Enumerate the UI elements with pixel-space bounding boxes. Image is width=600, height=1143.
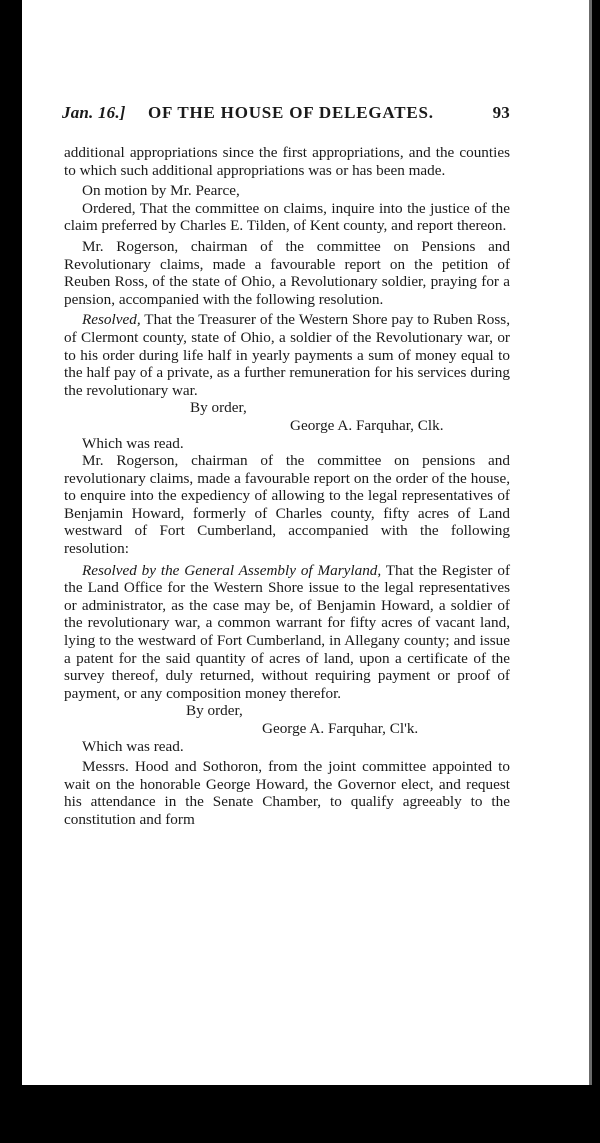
paragraph-motion: On motion by Mr. Pearce, <box>82 182 240 200</box>
signature-1: George A. Farquhar, Clk. <box>290 416 444 434</box>
paragraph-rogerson-report-1: Mr. Rogerson, chairman of the committee on Pensions and Revolutionary claims, made a favourable report on the petition of Reuben Ross, of the state of Ohio, a Revolutionary soldier, praying for a pension, accompanied with the following resolution. <box>64 237 510 308</box>
by-order-1: By order, <box>190 399 247 417</box>
signature-2: George A. Farquhar, Cl'k. <box>262 720 419 737</box>
running-header <box>62 103 510 129</box>
resolved-label: Resolved, <box>82 311 141 329</box>
scan-border-left <box>0 0 22 1143</box>
paragraph-appropriations: additional appropriations since the first appropriations, and the counties to which such additional appropriations was or has been made. <box>64 144 510 179</box>
paragraph-ordered: Ordered, That the committee on claims, inquire into the justice of the claim preferred by Charles E. Tilden, of Kent county, and report thereon. <box>64 199 510 235</box>
paragraph-resolution-2 <box>64 562 510 703</box>
by-order-2: By order, <box>186 702 243 720</box>
scan-border-bottom <box>0 1085 600 1143</box>
page-number: 93 <box>492 103 510 122</box>
header-date: Jan. 16.] <box>62 103 126 122</box>
resolved-assembly-label: Resolved by the General Assembly of Maryland, <box>82 561 382 579</box>
scan-border-right <box>592 0 600 1143</box>
resolution-1-text: That the Treasurer of the Western Shore pay to Ruben Ross, of Clermont county, state of Ohio, a soldier of the Revolutionary war, or to his order during life half in yearly payments a sum of money equal to the half pay of a private, as a further remuneration for his services during the revolutionary war. <box>64 311 510 399</box>
which-was-read-2: Which was read. <box>82 737 184 755</box>
page-body <box>64 144 510 829</box>
paragraph-joint-committee: Messrs. Hood and Sothoron, from the joint committee appointed to wait on the honorable George Howard, the Governor elect, and request his attendance in the Senate Chamber, to qualify agreeably to the constitution and form <box>64 758 510 828</box>
paragraph-resolution-1 <box>64 311 510 399</box>
resolution-2-text: That the Register of the Land Office for the Western Shore issue to the legal representatives or administrator, as the case may be, of Benjamin Howard, a soldier of the revolutionary war, a common warrant for fifty acres of vacant land, lying to the westward of Fort Cumberland, in Allegany county; and issue a patent for the said quantity of acres of land, upon a certificate of the survey thereof, duly returned, without requiring payment or proof of payment, or any composition money therefor. <box>64 561 510 702</box>
header-title: OF THE HOUSE OF DELEGATES. <box>148 103 434 122</box>
which-was-read-1: Which was read. <box>82 434 184 452</box>
paragraph-rogerson-report-2: Mr. Rogerson, chairman of the committee on pensions and revolutionary claims, made a favourable report on the order of the house, to enquire into the expediency of allowing to the legal representatives of Benjamin Howard, formerly of Charles county, fifty acres of Land westward of Fort Cumberland, accompanied with the following resolution: <box>64 452 510 558</box>
